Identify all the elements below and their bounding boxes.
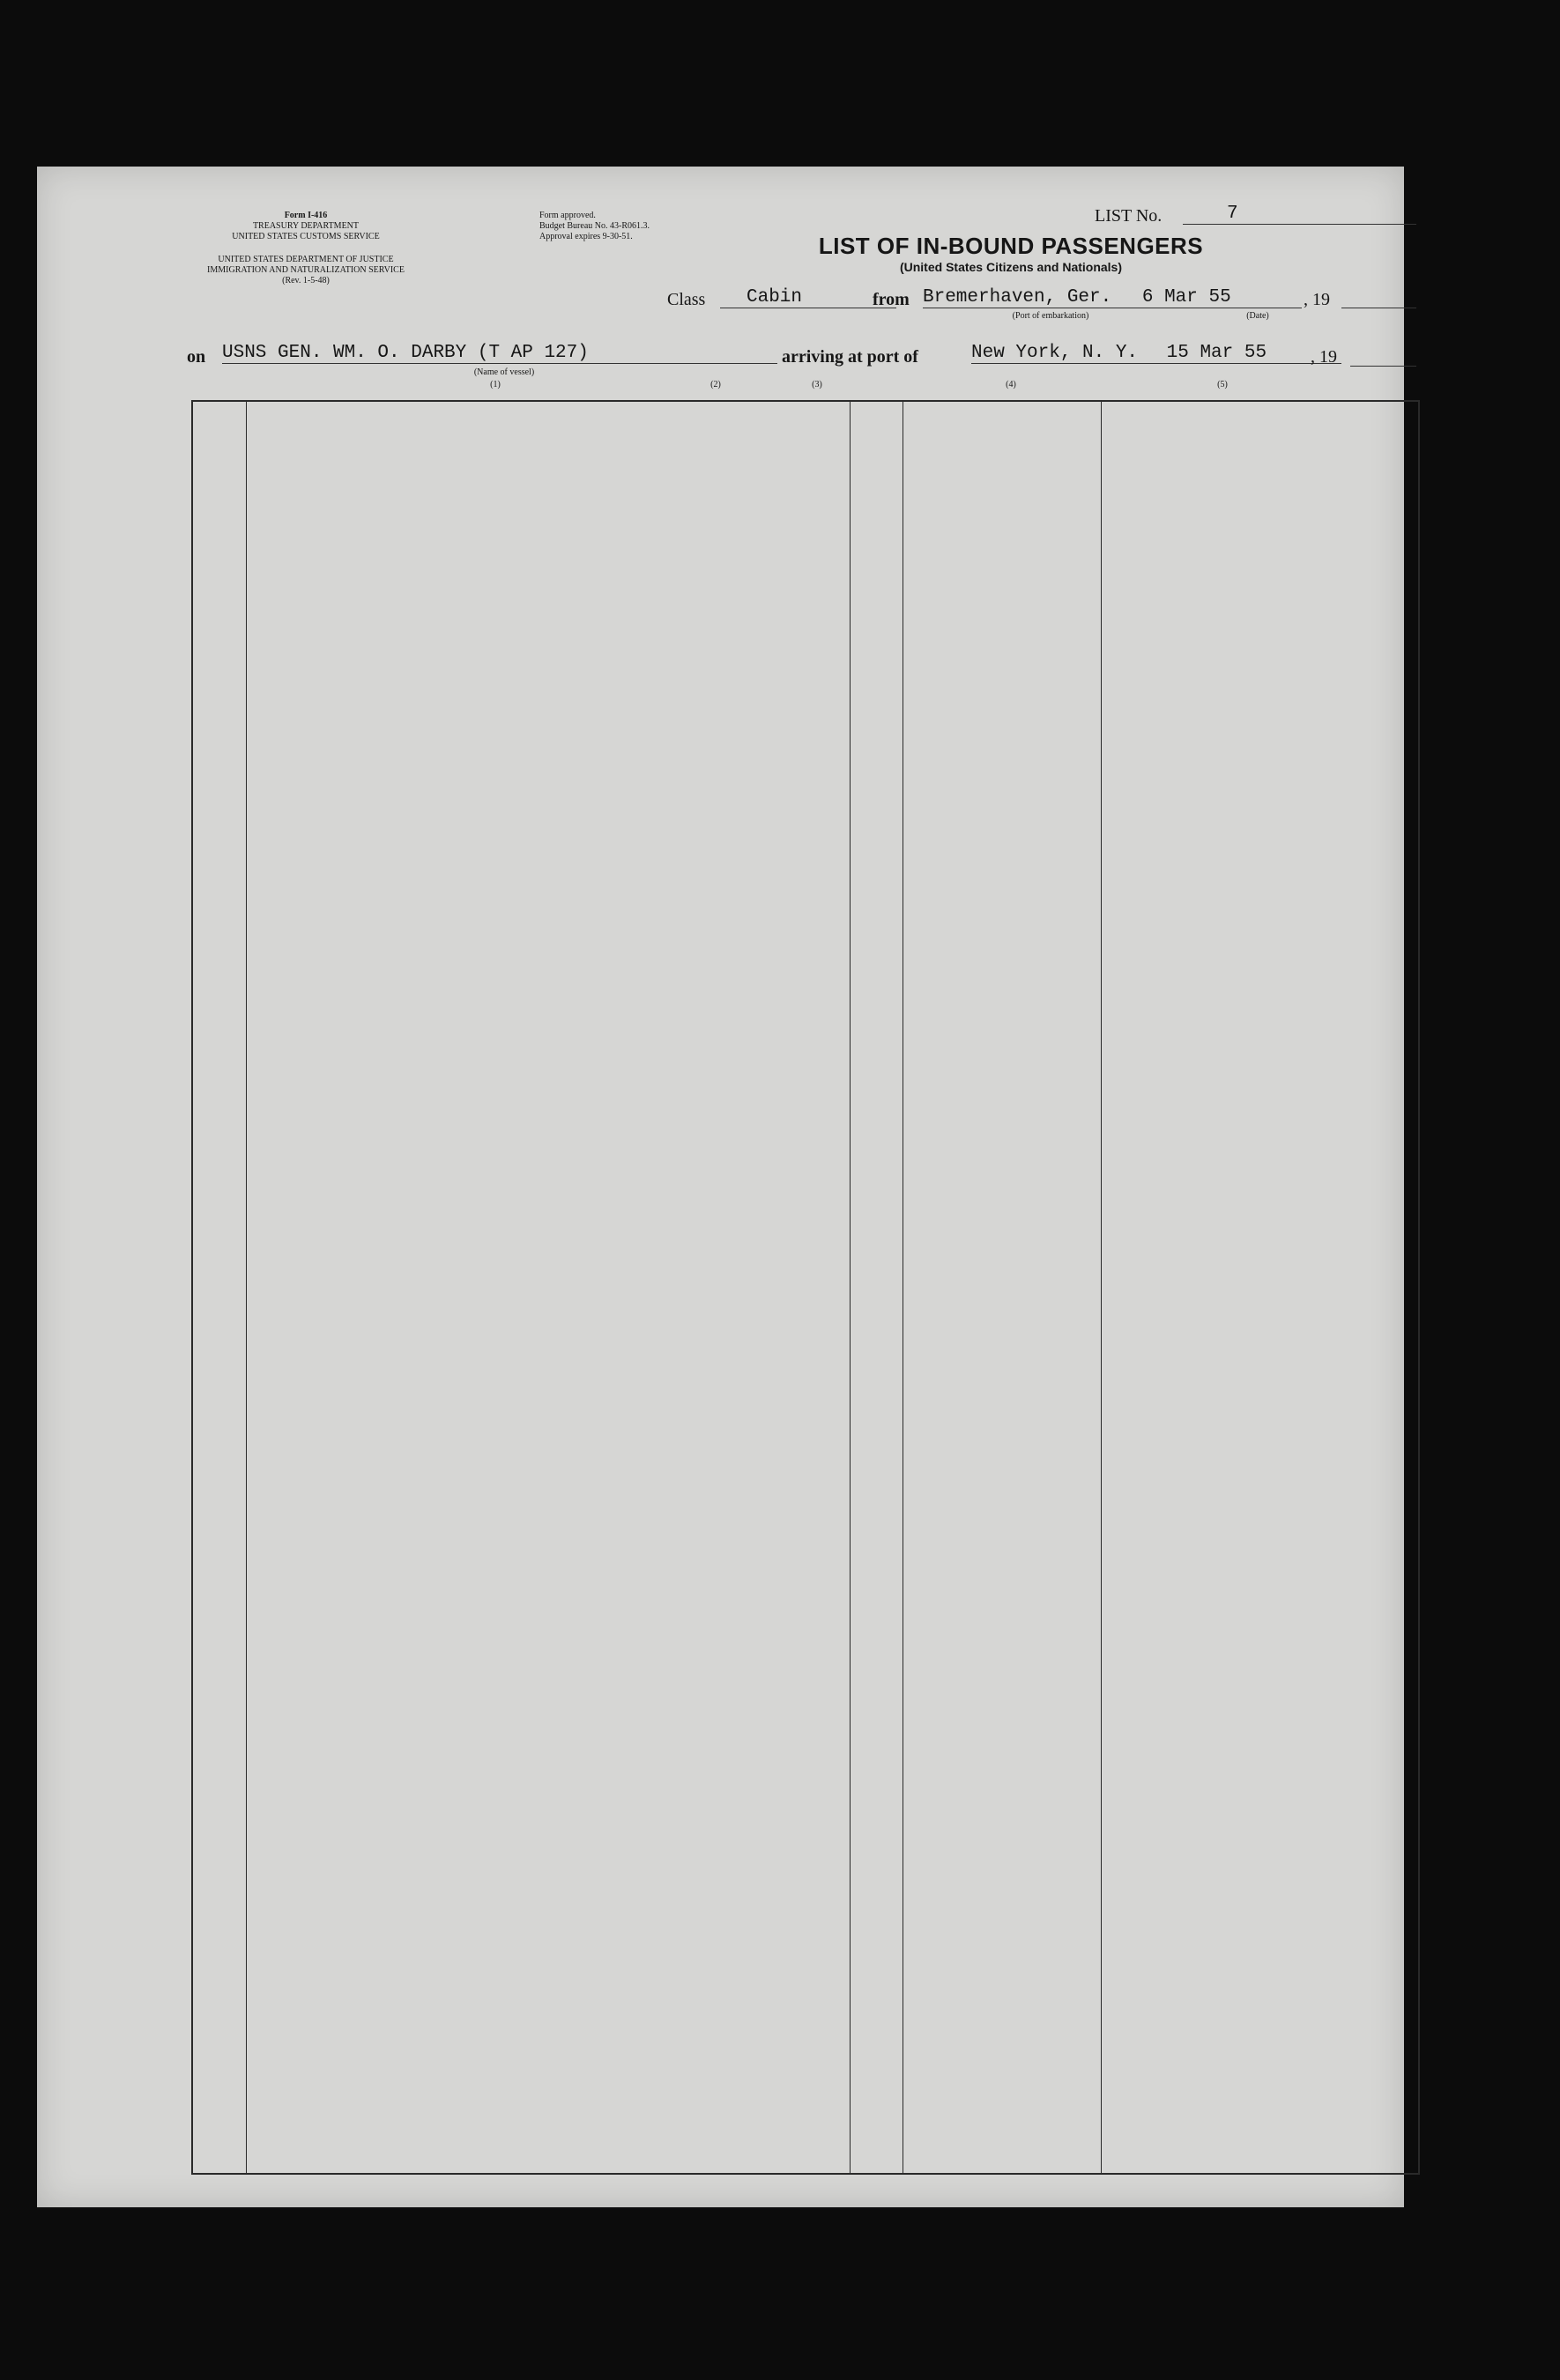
from-label: from bbox=[873, 290, 910, 309]
col-number-4: (4) bbox=[1006, 380, 1016, 389]
list-number-value: 7 bbox=[1183, 204, 1416, 225]
arrival-field bbox=[971, 343, 1341, 364]
list-number-label: LIST No. bbox=[1095, 206, 1163, 226]
budget-bureau-line: Budget Bureau No. 43-R061.3. bbox=[539, 221, 650, 231]
vessel-caption: (Name of vessel) bbox=[473, 367, 535, 377]
embarkation-date: 6 Mar 55 bbox=[1141, 287, 1231, 308]
year-label: , 19 bbox=[1304, 290, 1330, 309]
manifest-sheet bbox=[37, 167, 1404, 2207]
form-header-block bbox=[204, 211, 407, 242]
vessel-col-number: (1) bbox=[490, 380, 501, 389]
arrival-port: New York, N. Y. bbox=[971, 343, 1139, 363]
embarkation-port: Bremerhaven, Ger. bbox=[923, 287, 1112, 308]
embarkation-field bbox=[923, 287, 1302, 308]
col-number-2: (2) bbox=[710, 380, 721, 389]
arrival-date: 15 Mar 55 bbox=[1166, 343, 1267, 363]
class-value: Cabin bbox=[720, 287, 896, 308]
date-caption: (Date) bbox=[1246, 311, 1269, 321]
title-block bbox=[813, 233, 1209, 274]
justice-dept: UNITED STATES DEPARTMENT OF JUSTICE bbox=[218, 255, 394, 264]
approval-block bbox=[539, 211, 716, 242]
col-number-5: (5) bbox=[1217, 380, 1228, 389]
customs-service: UNITED STATES CUSTOMS SERVICE bbox=[232, 232, 380, 241]
form-number: Form I-416 bbox=[284, 211, 328, 220]
page-title: LIST OF IN-BOUND PASSENGERS bbox=[818, 233, 1204, 259]
justice-block bbox=[187, 255, 425, 286]
passenger-table bbox=[191, 400, 1420, 2175]
revision: (Rev. 1-5-48) bbox=[282, 276, 330, 285]
arrival-year-blank bbox=[1350, 366, 1416, 367]
ins-service: IMMIGRATION AND NATURALIZATION SERVICE bbox=[207, 265, 405, 275]
treasury-dept: TREASURY DEPARTMENT bbox=[252, 221, 360, 231]
on-label: on bbox=[187, 347, 206, 367]
arrival-year-label: , 19 bbox=[1311, 347, 1337, 367]
vessel-name: USNS GEN. WM. O. DARBY (T AP 127) bbox=[222, 343, 777, 364]
port-caption: (Port of embarkation) bbox=[1012, 311, 1089, 321]
approval-line: Form approved. bbox=[539, 211, 596, 220]
col-number-3: (3) bbox=[812, 380, 822, 389]
arriving-label: arriving at port of bbox=[782, 347, 918, 367]
class-label: Class bbox=[667, 290, 706, 309]
approval-expiry-line: Approval expires 9-30-51. bbox=[539, 232, 633, 241]
page-subtitle: (United States Citizens and Nationals) bbox=[899, 260, 1123, 274]
